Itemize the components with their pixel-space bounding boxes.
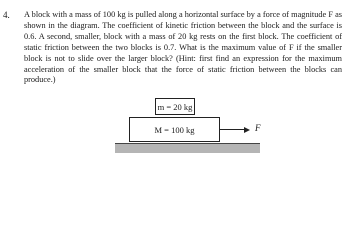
horizontal-surface [115,143,260,153]
small-block [155,98,195,115]
force-label: F [255,123,261,133]
large-block-label: M = 100 kg [154,125,195,135]
problem-text: A block with a mass of 100 kg is pulled along a horizontal surface by a force of magnitude F as shown in the diagram. The coefficient of kinetic friction between the block and the surface is 0.6. A second, smaller, block with a mass of 20 kg rests on the first block. The coefficient of static friction between the two blocks is 0.7. What is the maximum value of F if the smaller block is not to slide over the larger block? (Hint: first find an expression for the maximum acceleration of the smaller block that the force of static friction between the blocks can produce.) [24,10,342,85]
large-block [129,117,220,142]
small-block-label: m = 20 kg [157,102,193,112]
problem-number: 4. [3,10,10,20]
force-arrow-line [220,129,246,130]
force-arrow-head-icon [244,127,250,133]
